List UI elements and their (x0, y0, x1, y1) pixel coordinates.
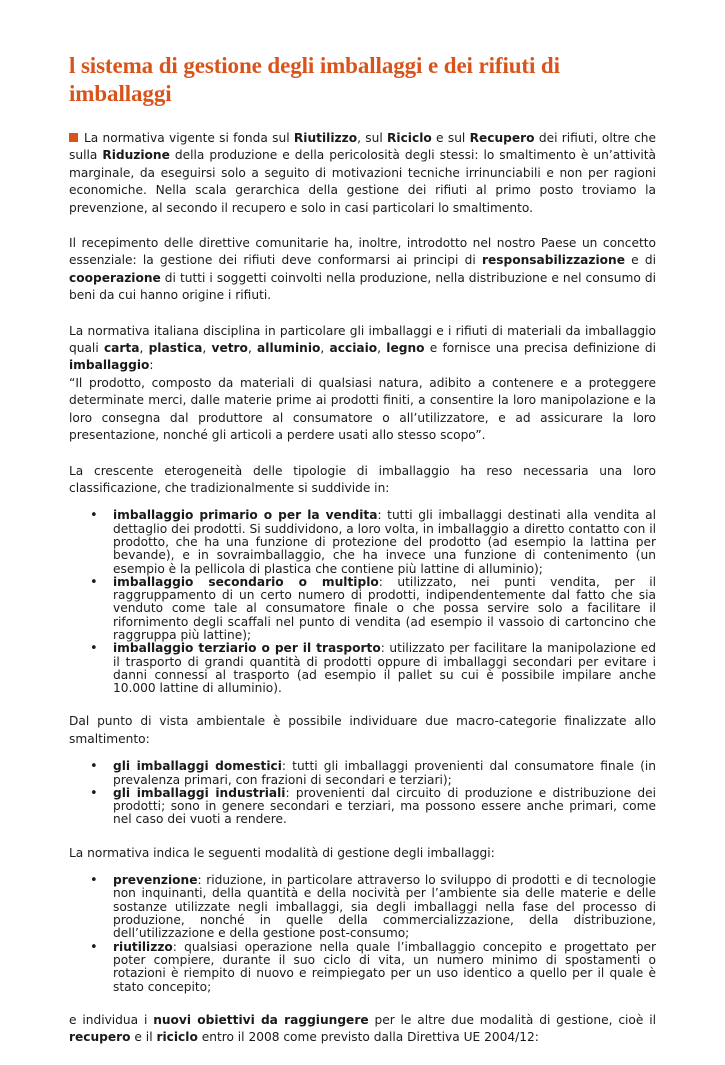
list-item: • gli imballaggi domestici: tutti gli imballaggi provenienti dal consumatore finale (in prevalenza primari, con frazioni di secondari e terziari); (113, 760, 656, 787)
list-item: • imballaggio secondario o multiplo: utilizzato, nei punti vendita, per il raggruppamento di un certo numero di prodotti, indipendentemente dal fatto che sia venduto come tale al consumatore finale o che possa servire solo a facilitare il rifornimento degli scaffali nel punto di vendita (ad esempio il vassoio di cartoncino che raggruppa più lattine); (113, 576, 656, 642)
paragraph-eu-directives: Il recepimento delle direttive comunitarie ha, inoltre, introdotto nel nostro Paese un concetto essenziale: la gestione dei rifiuti deve conformarsi ai principi di responsabilizzazione e di cooperazione di tutti i soggetti coinvolti nella produzione, nella distribuzione e nel consumo di beni da cui hanno origine i rifiuti. (69, 236, 656, 303)
list-item: • imballaggio primario o per la vendita: tutti gli imballaggi destinati alla vendita al dettaglio dei prodotti. Si suddividono, a loro volta, in imballaggio a diretto contatto con il prodotto, che ha una funzione di protezione del prodotto (ad esempio la lattina per bevande), e in sovraimballaggio, che ha invece una funzione di contenimento (un esempio è la pellicola di plastica che contiene più lattine di alluminio); (113, 509, 656, 575)
paragraph-classification-intro: La crescente eterogeneità delle tipologie di imballaggio ha reso necessaria una loro classificazione, che tradizionalmente si suddivide in: (69, 463, 656, 495)
list-item: • gli imballaggi industriali: provenienti dal circuito di produzione e distribuzione dei prodotti; sono in genere secondari e terziari, ma possono essere anche primari, come nel caso dei vuoti a rendere. (113, 787, 656, 827)
paragraph-principles: La normativa vigente si fonda sul Riutilizzo, sul Riciclo e sul Recupero dei rifiuti, oltre che sulla Riduzione della produzione e della pericolosità degli stessi: lo smaltimento è un’attività marginale, da eseguirsi solo a seguito di motivazioni tecniche irrinunciabili e non per ragioni economiche. Nella scala gerarchica della gestione dei rifiuti al primo posto troviamo la prevenzione, al secondo il recupero e solo in casi particolari lo smaltimento. (69, 131, 656, 215)
list-item: • prevenzione: riduzione, in particolare attraverso lo sviluppo di prodotti e di tecnologie non inquinanti, della quantità e della nocività per l’ambiente sia delle materie e delle sostanze utilizzate negli imballaggi, sia degli imballaggi nella fase del processo di produzione, nonché in quelle della commercializzazione, della distribuzione, dell’utilizzazione e della gestione post-consumo; (113, 874, 656, 940)
document-page (69, 52, 656, 1065)
list-item: • imballaggio terziario o per il trasporto: utilizzato per facilitare la manipolazione ed il trasporto di grandi quantità di prodotti oppure di imballaggi secondari per evitare i danni connessi al trasporto (ad esempio il pallet su cui è possibile impilare anche 10.000 lattine di alluminio). (113, 642, 656, 695)
paragraph-management-modes: La normativa indica le seguenti modalità di gestione degli imballaggi: (69, 845, 495, 860)
orange-square-bullet-icon (69, 133, 78, 142)
paragraph-materials: La normativa italiana disciplina in particolare gli imballaggi e i rifiuti di materiali da imballaggio quali carta, plastica, vetro, alluminio, acciaio, legno e fornisce una precisa definizione di imballaggio: (69, 323, 656, 373)
paragraph-new-objectives: e individua i nuovi obiettivi da raggiungere per le altre due modalità di gestione, cioè il recupero e il riciclo entro il 2008 come previsto dalla Direttiva UE 2004/12: (69, 1012, 656, 1045)
list-macro-categories (69, 760, 656, 826)
paragraph-macro-categories: Dal punto di vista ambientale è possibile individuare due macro-categorie finalizzate allo smaltimento: (69, 714, 656, 746)
page-title: l sistema di gestione degli imballaggi e dei rifiuti di imballaggi (69, 53, 560, 106)
list-management-modes (69, 874, 656, 994)
list-item: • riutilizzo: qualsiasi operazione nella quale l’imballaggio concepito e progettato per poter compiere, durante il suo ciclo di vita, un numero minimo di spostamenti o rotazioni è riempito di nuovo e reimpiegato per un uso identico a quello per il quale è stato concepito; (113, 941, 656, 994)
paragraph-definition-quote: “Il prodotto, composto da materiali di qualsiasi natura, adibito a contenere e a proteggere determinate merci, dalle materie prime ai prodotti finiti, a consentire la loro manipolazione e la loro consegna dal produttore al consumatore o all’utilizzatore, e ad assicurare la loro presentazione, nonché gli articoli a perdere usati allo stesso scopo”. (69, 375, 656, 443)
list-packaging-types (69, 509, 656, 695)
